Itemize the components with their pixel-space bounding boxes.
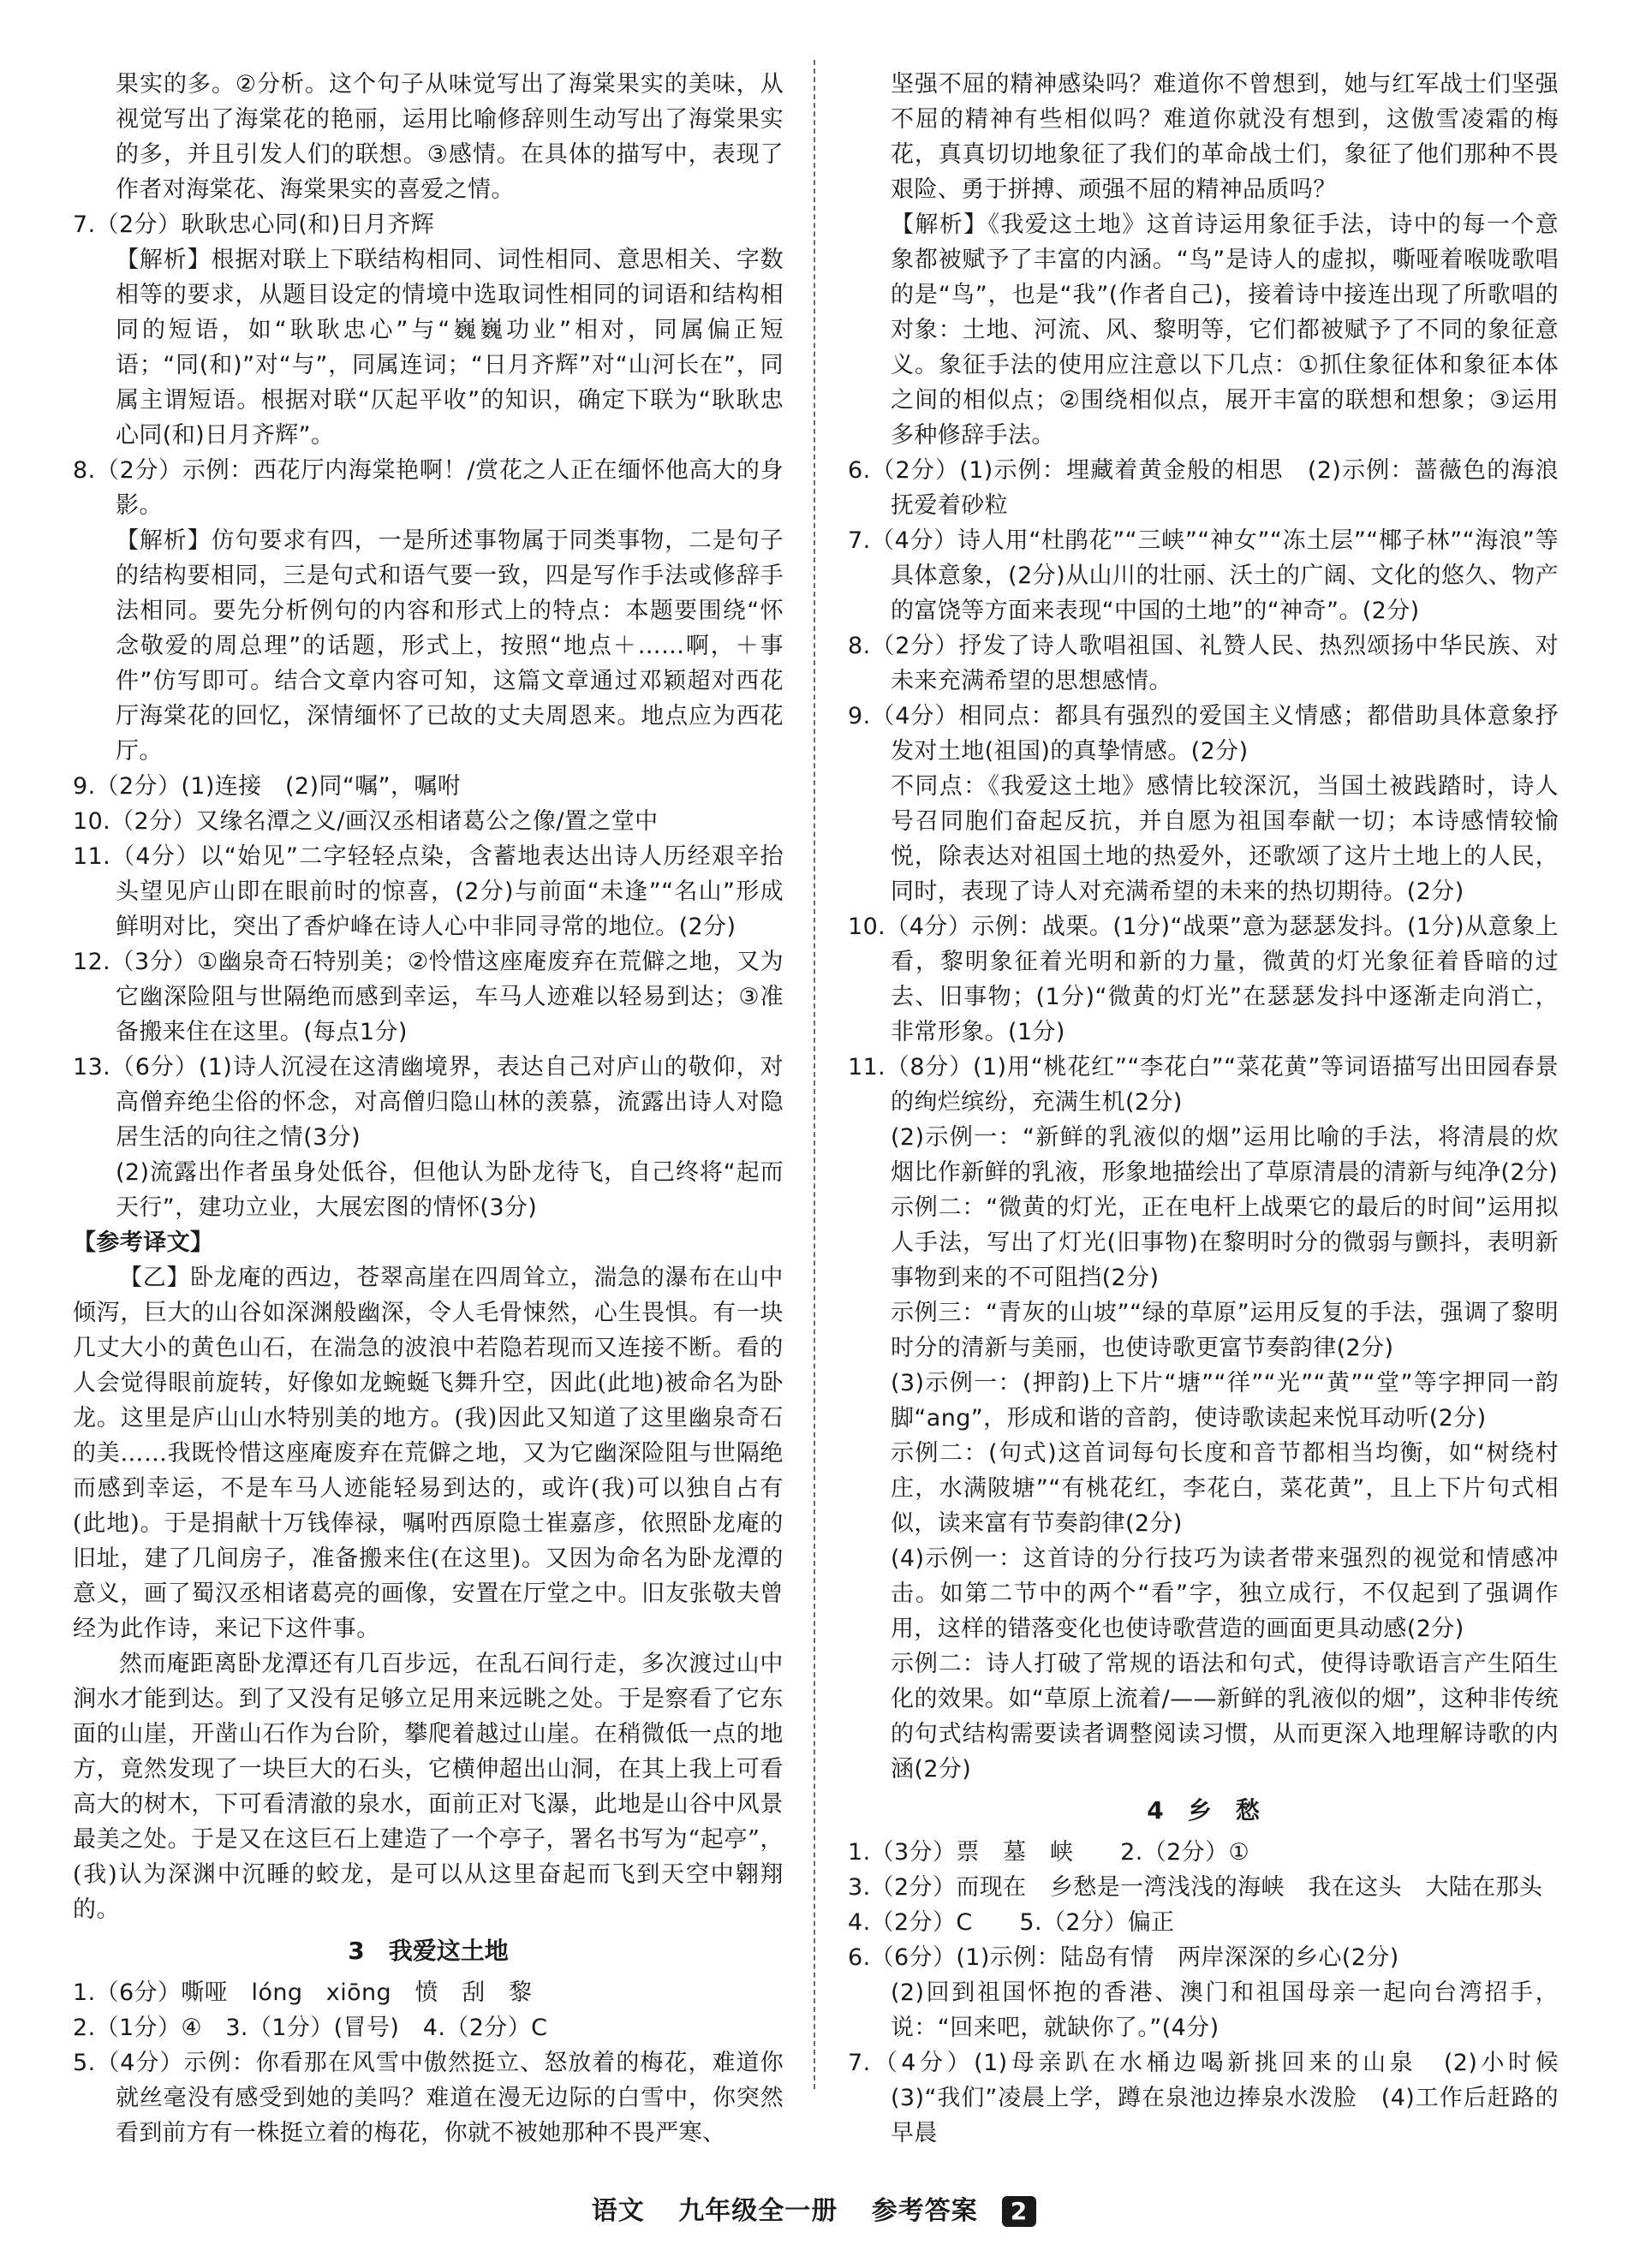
answer-subitem: (2)回到祖国怀抱的香港、澳门和祖国母亲一起向台湾招手，说：“回来吧，就缺你了。”(4分) xyxy=(891,1979,1559,2041)
answer-subitem: 示例二：(句式)这首词每句长度和音节都相当均衡，如“树绕村庄，水满陂塘”“有桃花红，李花白，菜花黄”，且上下片句式相似，读来富有节奏韵律(2分) xyxy=(891,1440,1559,1537)
answer-subitem: (2)示例一：“新鲜的乳液似的烟”运用比喻的手法，将清晨的炊烟比作新鲜的乳液，形象地描绘出了草原清晨的清新与纯净(2分) xyxy=(891,1124,1559,1186)
section-title: 4 乡 愁 xyxy=(1147,1796,1260,1825)
page-footer xyxy=(0,2189,1628,2227)
column-divider xyxy=(814,60,815,2089)
answer-item: 7.（2分）耿耿忠心同(和)日月齐辉 xyxy=(73,211,435,238)
answer-subitem: (2)流露出作者虽身处低谷，但他认为卧龙待飞，自己终将“起而天行”，建功立业，大展宏图的情怀(3分) xyxy=(116,1159,784,1221)
answer-item: 8.（2分）示例：西花厅内海棠艳啊！/赏花之人正在缅怀他高大的身影。 xyxy=(73,457,784,519)
section-title: 3 我爱这土地 xyxy=(348,1937,509,1965)
answer-item: 9.（2分）(1)连接 (2)同“嘱”，嘱咐 xyxy=(73,773,462,800)
footer-label: 参考答案 xyxy=(871,2196,978,2226)
answer-item: 10.（2分）又缘名潭之义/画汉丞相诸葛公之像/置之堂中 xyxy=(73,808,659,835)
answer-item: 1.（3分）票 墓 峡 2.（2分）① xyxy=(848,1839,1250,1866)
translation-heading: 【参考译文】 xyxy=(73,1229,214,1256)
answer-item: 7.（4分）诗人用“杜鹃花”“三峡”“神女”“冻土层”“椰子林”“海浪”等具体意象，(2分)从山川的壮丽、沃土的广阔、文化的悠久、物产的富饶等方面来表现“中国的土地”的“神奇”。(2分) xyxy=(848,527,1559,624)
answer-subitem: (3)示例一：(押韵)上下片“塘”“徉”“光”“黄”“堂”等字押同一韵脚“ang”，形成和谐的音韵，使诗歌读起来悦耳动听(2分) xyxy=(891,1370,1559,1432)
translation-paragraph: 【乙】卧龙庵的西边，苍翠高崖在四周耸立，湍急的瀑布在山中倾泻，巨大的山谷如深渊般幽深，令人毛骨悚然，心生畏惧。有一块几丈大小的黄色山石，在湍急的波浪中若隐若现而又连接不断。看的人会觉得眼前旋转，好像如龙蜿蜒飞舞升空，因此(此地)被命名为卧龙。这里是庐山山水特别美的地方。(我)因此又知道了这里幽泉奇石的美……我既怜惜这座庵废弃在荒僻之地，又为它幽深险阻与世隔绝而感到幸运，不是车马人迹能轻易到达的，或许(我)可以独自占有(此地)。于是捐献十万钱俸禄，嘱咐西原隐士崔嘉彦，依照卧龙庵的旧址，建了几间房子，准备搬来住(在这里)。又因为命名为卧龙潭的意义，画了蜀汉丞相诸葛亮的画像，安置在厅堂之中。旧友张敬夫曾经为此作诗，来记下这件事。 xyxy=(73,1265,784,1642)
page-number: 2 xyxy=(1002,2196,1036,2227)
answer-subitem: 示例二：诗人打破了常规的语法和句式，使得诗歌语言产生陌生化的效果。如“草原上流着/——新鲜的乳液似的烟”，这种非传统的句式结构需要读者调整阅读习惯，从而更深入地理解诗歌的内涵(2分) xyxy=(891,1651,1559,1783)
answer-text: 果实的多。②分析。这个句子从味觉写出了海棠果实的美味，从视觉写出了海棠花的艳丽，运用比喻修辞则生动写出了海棠果实的多，并且引发人们的联想。③感情。在具体的描写中，表现了作者对海棠花、海棠果实的喜爱之情。 xyxy=(116,71,784,203)
answer-item: 12.（3分）①幽泉奇石特别美；②怜惜这座庵废弃在荒僻之地，又为它幽深险阻与世隔绝而感到幸运，车马人迹难以轻易到达；③准备搬来住在这里。(每点1分) xyxy=(73,949,784,1045)
answer-item: 10.（4分）示例：战栗。(1分)“战栗”意为瑟瑟发抖。(1分)从意象上看，黎明象征着光明和新的力量，微黄的灯光象征着昏暗的过去、旧事物；(1分)“微黄的灯光”在瑟瑟发抖中逐渐走向消亡，非常形象。(1分) xyxy=(848,914,1559,1045)
answer-subitem: 不同点：《我爱这土地》感情比较深沉，当国土被践踏时，诗人号召同胞们奋起反抗，并自愿为祖国奉献一切；本诗感情较愉悦，除表达对祖国土地的热爱外，还歌颂了这片土地上的人民，同时，表现了诗人对充满希望的未来的热切期待。(2分) xyxy=(891,773,1559,905)
answer-item: 3.（2分）而现在 乡愁是一湾浅浅的海峡 我在这头 大陆在那头 xyxy=(848,1874,1543,1901)
analysis-text: 【解析】《我爱这土地》这首诗运用象征手法，诗中的每一个意象都被赋予了丰富的内涵。“鸟”是诗人的虚拟，嘶哑着喉咙歌唱的是“鸟”，也是“我”(作者自己)，接着诗中接连出现了所歌唱的对象：土地、河流、风、黎明等，它们都被赋予了不同的象征意义。象征手法的使用应注意以下几点：①抓住象征体和象征本体之间的相似点；②围绕相似点，展开丰富的联想和想象；③运用多种修辞手法。 xyxy=(891,211,1559,449)
answer-subitem: 示例三：“青灰的山坡”“绿的草原”运用反复的手法，强调了黎明时分的清新与美丽，也使诗歌更富节奏韵律(2分) xyxy=(891,1300,1559,1361)
answer-item: 9.（4分）相同点：都具有强烈的爱国主义情感；都借助具体意象抒发对土地(祖国)的真挚情感。(2分) xyxy=(848,703,1559,765)
answer-item: 8.（2分）抒发了诗人歌唱祖国、礼赞人民、热烈颂扬中华民族、对未来充满希望的思想感情。 xyxy=(848,633,1559,694)
answer-text: 坚强不屈的精神感染吗？难道你不曾想到，她与红军战士们坚强不屈的精神有些相似吗？难道你就没有想到，这傲雪凌霜的梅花，真真切切地象征了我们的革命战士们，象征了他们那种不畏艰险、勇于拼搏、顽强不屈的精神品质吗？ xyxy=(891,71,1559,203)
answer-item: 2.（1分）④ 3.（1分）(冒号) 4.（2分）C xyxy=(73,2015,548,2041)
analysis-text: 【解析】根据对联上下联结构相同、词性相同、意思相关、字数相等的要求，从题目设定的情境中选取词性相同的词语和结构相同的短语，如“耿耿忠心”与“巍巍功业”相对，同属偏正短语；“同(和)”对“与”，同属连词；“日月齐辉”对“山河长在”，同属主谓短语。根据对联“仄起平收”的知识，确定下联为“耿耿忠心同(和)日月齐辉”。 xyxy=(116,247,784,449)
footer-grade: 九年级全一册 xyxy=(678,2196,838,2226)
answer-item: 6.（2分）(1)示例：埋藏着黄金般的相思 (2)示例：蔷薇色的海浪抚爱着砂粒 xyxy=(848,457,1559,519)
answer-subitem: (4)示例一：这首诗的分行技巧为读者带来强烈的视觉和情感冲击。如第二节中的两个“看”字，独立成行，不仅起到了强调作用，这样的错落变化也使诗歌营造的画面更具动感(2分) xyxy=(891,1545,1559,1642)
analysis-text: 【解析】仿句要求有四，一是所述事物属于同类事物，二是句子的结构要相同，三是句式和语气要一致，四是写作手法或修辞手法相同。要先分析例句的内容和形式上的特点：本题要围绕“怀念敬爱的周总理”的话题，形式上，按照“地点＋……啊，＋事件”仿写即可。结合文章内容可知，这篇文章通过邓颖超对西花厅海棠花的回忆，深情缅怀了已故的丈夫周恩来。地点应为西花厅。 xyxy=(116,527,784,765)
answer-item: 11.（8分）(1)用“桃花红”“李花白”“菜花黄”等词语描写出田园春景的绚烂缤纷，充满生机(2分) xyxy=(848,1054,1559,1116)
answer-item: 13.（6分）(1)诗人沉浸在这清幽境界，表达自己对庐山的敬仰，对高僧弃绝尘俗的怀念，对高僧归隐山林的羡慕，流露出诗人对隐居生活的向往之情(3分) xyxy=(73,1054,784,1151)
answer-item: 1.（6分）嘶哑 lóng xiōng 愤 刮 黎 xyxy=(73,1979,533,2006)
answer-item: 4.（2分）C 5.（2分）偏正 xyxy=(848,1909,1175,1936)
translation-paragraph: 然而庵距离卧龙潭还有几百步远，在乱石间行走，多次渡过山中涧水才能到达。到了又没有足够立足用来远眺之处。于是察看了它东面的山崖，开凿山石作为台阶，攀爬着越过山崖。在稍微低一点的地方，竟然发现了一块巨大的石头，它横伸超出山洞，在其上我上可看高大的树木，下可看清澈的泉水，面前正对飞瀑，此地是山谷中风景最美之处。于是又在这巨石上建造了一个亭子，署名书写为“起亭”，(我)认为深渊中沉睡的蛟龙，是可以从这里奋起而飞到天空中翱翔的。 xyxy=(73,1651,784,1923)
answer-item: 11.（4分）以“始见”二字轻轻点染，含蓄地表达出诗人历经艰辛抬头望见庐山即在眼前时的惊喜，(2分)与前面“未逢”“名山”形成鲜明对比，突出了香炉峰在诗人心中非同寻常的地位。(2分) xyxy=(73,843,784,940)
answer-subitem: 示例二：“微黄的灯光，正在电杆上战栗它的最后的时间”运用拟人手法，写出了灯光(旧事物)在黎明时分的微弱与颤抖，表明新事物到来的不可阻挡(2分) xyxy=(891,1194,1559,1291)
footer-subject: 语文 xyxy=(591,2196,645,2226)
answer-item: 5.（4分）示例：你看那在风雪中傲然挺立、怒放着的梅花，难道你就丝毫没有感受到她的美吗？难道在漫无边际的白雪中，你突然看到前方有一株挺立着的梅花，你就不被她那种不畏严寒、 xyxy=(73,2050,784,2146)
left-column xyxy=(73,67,784,2151)
right-column xyxy=(848,67,1583,2151)
answer-item: 7.（4分）(1)母亲趴在水桶边喝新挑回来的山泉 (2)小时候 (3)“我们”凌晨上学，蹲在泉池边捧泉水泼脸 (4)工作后赶路的早晨 xyxy=(848,2050,1583,2146)
answer-item: 6.（6分）(1)示例：陆岛有情 两岸深深的乡心(2分) xyxy=(848,1944,1399,1971)
